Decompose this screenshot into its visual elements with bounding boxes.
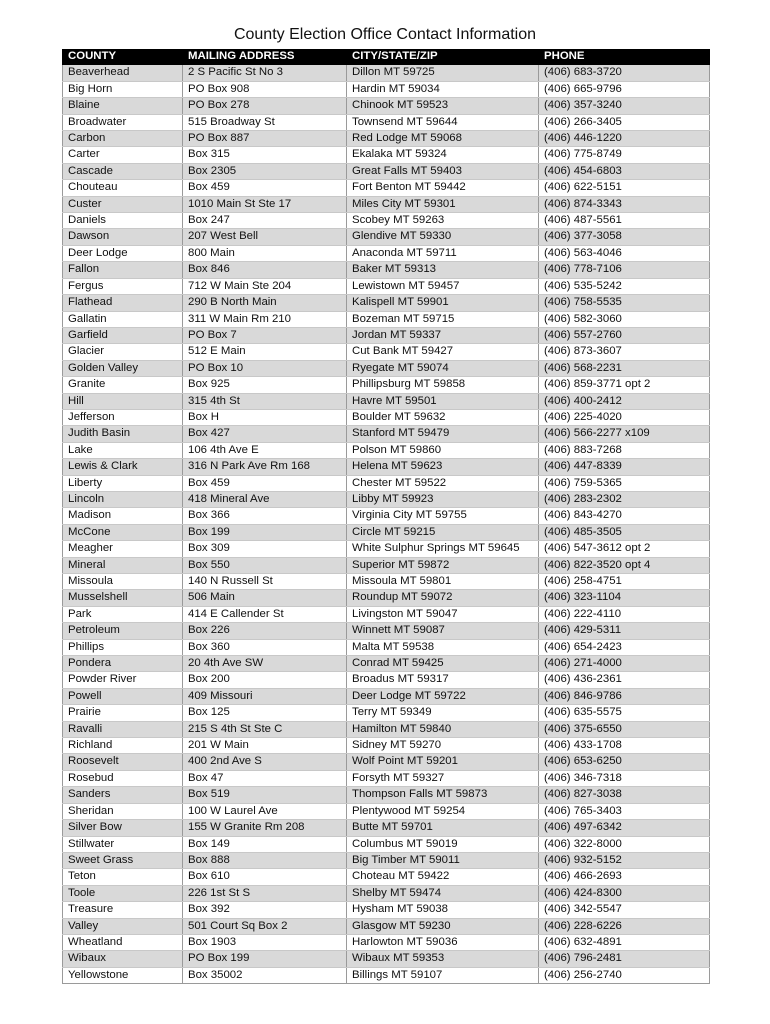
county-cell: Judith Basin [63,426,183,442]
mailing-address-cell: Box 360 [183,639,347,655]
county-cell: Park [63,606,183,622]
mailing-address-cell: Box 427 [183,426,347,442]
city-state-zip-cell: Conrad MT 59425 [347,656,539,672]
mailing-address-cell: Box 610 [183,869,347,885]
phone-cell: (406) 485-3505 [539,524,710,540]
city-state-zip-cell: Bozeman MT 59715 [347,311,539,327]
county-cell: Prairie [63,705,183,721]
table-row [63,557,710,573]
phone-cell: (406) 535-5242 [539,278,710,294]
mailing-address-cell: 800 Main [183,245,347,261]
mailing-address-cell: 2 S Pacific St No 3 [183,65,347,81]
city-state-zip-cell: Sidney MT 59270 [347,738,539,754]
table-row [63,81,710,97]
city-state-zip-cell: Anaconda MT 59711 [347,245,539,261]
table-row [63,787,710,803]
mailing-address-cell: 512 E Main [183,344,347,360]
mailing-address-cell: Box 366 [183,508,347,524]
phone-cell: (406) 822-3520 opt 4 [539,557,710,573]
city-state-zip-cell: Glendive MT 59330 [347,229,539,245]
city-state-zip-cell: Stanford MT 59479 [347,426,539,442]
phone-cell: (406) 424-8300 [539,885,710,901]
county-cell: Pondera [63,656,183,672]
city-state-zip-cell: Glasgow MT 59230 [347,918,539,934]
city-state-zip-cell: Big Timber MT 59011 [347,852,539,868]
city-state-zip-cell: Cut Bank MT 59427 [347,344,539,360]
table-row [63,459,710,475]
county-cell: Jefferson [63,409,183,425]
city-state-zip-cell: Malta MT 59538 [347,639,539,655]
phone-cell: (406) 497-6342 [539,820,710,836]
phone-cell: (406) 225-4020 [539,409,710,425]
mailing-address-cell: 311 W Main Rm 210 [183,311,347,327]
table-row [63,131,710,147]
county-cell: Toole [63,885,183,901]
phone-cell: (406) 775-8749 [539,147,710,163]
phone-cell: (406) 563-4046 [539,245,710,261]
mailing-address-cell: Box 200 [183,672,347,688]
table-row [63,754,710,770]
table-row [63,393,710,409]
county-cell: Sheridan [63,803,183,819]
table-row [63,967,710,983]
table-row [63,344,710,360]
mailing-address-cell: Box 199 [183,524,347,540]
mailing-address-cell: 400 2nd Ave S [183,754,347,770]
city-state-zip-cell: Libby MT 59923 [347,491,539,507]
mailing-address-cell: Box 846 [183,262,347,278]
county-cell: Golden Valley [63,360,183,376]
phone-cell: (406) 759-5365 [539,475,710,491]
city-state-zip-cell: Choteau MT 59422 [347,869,539,885]
city-state-zip-cell: Thompson Falls MT 59873 [347,787,539,803]
county-cell: Blaine [63,98,183,114]
phone-cell: (406) 436-2361 [539,672,710,688]
phone-cell: (406) 859-3771 opt 2 [539,377,710,393]
county-cell: Granite [63,377,183,393]
mailing-address-cell: 20 4th Ave SW [183,656,347,672]
city-state-zip-cell: Ryegate MT 59074 [347,360,539,376]
county-cell: Meagher [63,541,183,557]
phone-cell: (406) 653-6250 [539,754,710,770]
county-cell: Lincoln [63,491,183,507]
city-state-zip-cell: Deer Lodge MT 59722 [347,688,539,704]
mailing-address-cell: 315 4th St [183,393,347,409]
county-cell: Rosebud [63,770,183,786]
city-state-zip-cell: Phillipsburg MT 59858 [347,377,539,393]
table-row [63,213,710,229]
city-state-zip-cell: Billings MT 59107 [347,967,539,983]
table-row [63,491,710,507]
phone-cell: (406) 758-5535 [539,295,710,311]
city-state-zip-cell: Boulder MT 59632 [347,409,539,425]
phone-cell: (406) 582-3060 [539,311,710,327]
city-state-zip-cell: Townsend MT 59644 [347,114,539,130]
page-title: County Election Office Contact Information [233,26,537,43]
mailing-address-cell: 140 N Russell St [183,574,347,590]
city-state-zip-cell: Hardin MT 59034 [347,81,539,97]
column-header-county: COUNTY [63,49,183,65]
city-state-zip-cell: Red Lodge MT 59068 [347,131,539,147]
phone-cell: (406) 375-6550 [539,721,710,737]
table-row [63,409,710,425]
mailing-address-cell: PO Box 908 [183,81,347,97]
county-cell: Big Horn [63,81,183,97]
city-state-zip-cell: Wolf Point MT 59201 [347,754,539,770]
table-row [63,147,710,163]
county-cell: Stillwater [63,836,183,852]
table-row [63,196,710,212]
city-state-zip-cell: Polson MT 59860 [347,442,539,458]
county-cell: Carbon [63,131,183,147]
city-state-zip-cell: Miles City MT 59301 [347,196,539,212]
phone-cell: (406) 487-5561 [539,213,710,229]
table-row [63,377,710,393]
phone-cell: (406) 222-4110 [539,606,710,622]
phone-cell: (406) 796-2481 [539,951,710,967]
phone-cell: (406) 827-3038 [539,787,710,803]
mailing-address-cell: 106 4th Ave E [183,442,347,458]
table-row [63,852,710,868]
city-state-zip-cell: Lewistown MT 59457 [347,278,539,294]
mailing-address-cell: 418 Mineral Ave [183,491,347,507]
county-cell: Powder River [63,672,183,688]
city-state-zip-cell: White Sulphur Springs MT 59645 [347,541,539,557]
mailing-address-cell: 207 West Bell [183,229,347,245]
county-cell: Wibaux [63,951,183,967]
phone-cell: (406) 377-3058 [539,229,710,245]
city-state-zip-cell: Terry MT 59349 [347,705,539,721]
phone-cell: (406) 622-5151 [539,180,710,196]
county-cell: Sanders [63,787,183,803]
city-state-zip-cell: Forsyth MT 59327 [347,770,539,786]
city-state-zip-cell: Winnett MT 59087 [347,623,539,639]
table-row [63,524,710,540]
city-state-zip-cell: Shelby MT 59474 [347,885,539,901]
mailing-address-cell: Box 35002 [183,967,347,983]
city-state-zip-cell: Havre MT 59501 [347,393,539,409]
phone-cell: (406) 446-1220 [539,131,710,147]
phone-cell: (406) 256-2740 [539,967,710,983]
county-cell: Treasure [63,902,183,918]
city-state-zip-cell: Hysham MT 59038 [347,902,539,918]
mailing-address-cell: Box 125 [183,705,347,721]
county-cell: Richland [63,738,183,754]
phone-cell: (406) 266-3405 [539,114,710,130]
mailing-address-cell: 316 N Park Ave Rm 168 [183,459,347,475]
table-row [63,606,710,622]
phone-cell: (406) 654-2423 [539,639,710,655]
column-header-phone: PHONE [539,49,710,65]
table-row [63,180,710,196]
city-state-zip-cell: Broadus MT 59317 [347,672,539,688]
table-row [63,623,710,639]
city-state-zip-cell: Columbus MT 59019 [347,836,539,852]
phone-cell: (406) 846-9786 [539,688,710,704]
phone-cell: (406) 568-2231 [539,360,710,376]
mailing-address-cell: 1010 Main St Ste 17 [183,196,347,212]
mailing-address-cell: Box 1903 [183,934,347,950]
county-cell: Beaverhead [63,65,183,81]
county-cell: McCone [63,524,183,540]
mailing-address-cell: 501 Court Sq Box 2 [183,918,347,934]
mailing-address-cell: Box 315 [183,147,347,163]
table-row [63,639,710,655]
mailing-address-cell: Box 550 [183,557,347,573]
city-state-zip-cell: Livingston MT 59047 [347,606,539,622]
phone-cell: (406) 228-6226 [539,918,710,934]
table-row [63,803,710,819]
county-cell: Chouteau [63,180,183,196]
mailing-address-cell: 712 W Main Ste 204 [183,278,347,294]
county-cell: Dawson [63,229,183,245]
city-state-zip-cell: Scobey MT 59263 [347,213,539,229]
county-cell: Petroleum [63,623,183,639]
phone-cell: (406) 400-2412 [539,393,710,409]
mailing-address-cell: Box 519 [183,787,347,803]
phone-cell: (406) 547-3612 opt 2 [539,541,710,557]
city-state-zip-cell: Ekalaka MT 59324 [347,147,539,163]
mailing-address-cell: PO Box 278 [183,98,347,114]
mailing-address-cell: 226 1st St S [183,885,347,901]
mailing-address-cell: Box 925 [183,377,347,393]
table-row [63,770,710,786]
county-cell: Daniels [63,213,183,229]
county-cell: Custer [63,196,183,212]
phone-cell: (406) 843-4270 [539,508,710,524]
phone-cell: (406) 665-9796 [539,81,710,97]
table-row [63,475,710,491]
phone-cell: (406) 557-2760 [539,327,710,343]
city-state-zip-cell: Kalispell MT 59901 [347,295,539,311]
city-state-zip-cell: Harlowton MT 59036 [347,934,539,950]
city-state-zip-cell: Fort Benton MT 59442 [347,180,539,196]
table-row [63,541,710,557]
city-state-zip-cell: Helena MT 59623 [347,459,539,475]
table-row [63,951,710,967]
table-row [63,574,710,590]
county-cell: Lake [63,442,183,458]
city-state-zip-cell: Butte MT 59701 [347,820,539,836]
table-row [63,820,710,836]
county-cell: Valley [63,918,183,934]
table-row [63,705,710,721]
county-cell: Teton [63,869,183,885]
table-row [63,114,710,130]
city-state-zip-cell: Superior MT 59872 [347,557,539,573]
mailing-address-cell: 215 S 4th St Ste C [183,721,347,737]
mailing-address-cell: 155 W Granite Rm 208 [183,820,347,836]
table-row [63,163,710,179]
county-cell: Roosevelt [63,754,183,770]
table-row [63,656,710,672]
county-cell: Garfield [63,327,183,343]
county-cell: Mineral [63,557,183,573]
county-cell: Musselshell [63,590,183,606]
phone-cell: (406) 765-3403 [539,803,710,819]
mailing-address-cell: Box 459 [183,180,347,196]
mailing-address-cell: 506 Main [183,590,347,606]
phone-cell: (406) 778-7106 [539,262,710,278]
mailing-address-cell: Box 2305 [183,163,347,179]
table-row [63,442,710,458]
city-state-zip-cell: Baker MT 59313 [347,262,539,278]
mailing-address-cell: Box 888 [183,852,347,868]
county-cell: Broadwater [63,114,183,130]
table-row [63,836,710,852]
county-cell: Cascade [63,163,183,179]
table-row [63,688,710,704]
county-cell: Missoula [63,574,183,590]
column-header-city-state-zip: CITY/STATE/ZIP [347,49,539,65]
table-row [63,918,710,934]
phone-cell: (406) 283-2302 [539,491,710,507]
mailing-address-cell: Box 392 [183,902,347,918]
table-row [63,360,710,376]
city-state-zip-cell: Chester MT 59522 [347,475,539,491]
phone-cell: (406) 342-5547 [539,902,710,918]
phone-cell: (406) 258-4751 [539,574,710,590]
city-state-zip-cell: Plentywood MT 59254 [347,803,539,819]
phone-cell: (406) 873-3607 [539,344,710,360]
city-state-zip-cell: Dillon MT 59725 [347,65,539,81]
city-state-zip-cell: Wibaux MT 59353 [347,951,539,967]
mailing-address-cell: Box 247 [183,213,347,229]
table-row [63,590,710,606]
county-cell: Powell [63,688,183,704]
city-state-zip-cell: Virginia City MT 59755 [347,508,539,524]
phone-cell: (406) 632-4891 [539,934,710,950]
county-cell: Liberty [63,475,183,491]
phone-cell: (406) 447-8339 [539,459,710,475]
phone-cell: (406) 323-1104 [539,590,710,606]
mailing-address-cell: Box 226 [183,623,347,639]
county-cell: Silver Bow [63,820,183,836]
phone-cell: (406) 932-5152 [539,852,710,868]
county-cell: Phillips [63,639,183,655]
mailing-address-cell: Box 309 [183,541,347,557]
mailing-address-cell: 414 E Callender St [183,606,347,622]
phone-cell: (406) 454-6803 [539,163,710,179]
phone-cell: (406) 429-5311 [539,623,710,639]
table-row [63,327,710,343]
city-state-zip-cell: Chinook MT 59523 [347,98,539,114]
table-row [63,262,710,278]
mailing-address-cell: Box 459 [183,475,347,491]
phone-cell: (406) 683-3720 [539,65,710,81]
phone-cell: (406) 271-4000 [539,656,710,672]
mailing-address-cell: 409 Missouri [183,688,347,704]
city-state-zip-cell: Missoula MT 59801 [347,574,539,590]
phone-cell: (406) 346-7318 [539,770,710,786]
phone-cell: (406) 466-2693 [539,869,710,885]
county-cell: Lewis & Clark [63,459,183,475]
mailing-address-cell: Box 149 [183,836,347,852]
phone-cell: (406) 566-2277 x109 [539,426,710,442]
table-row [63,295,710,311]
mailing-address-cell: PO Box 887 [183,131,347,147]
table-row [63,902,710,918]
mailing-address-cell: PO Box 7 [183,327,347,343]
county-cell: Fallon [63,262,183,278]
county-cell: Flathead [63,295,183,311]
table-row [63,885,710,901]
county-cell: Ravalli [63,721,183,737]
column-header-mailing-address: MAILING ADDRESS [183,49,347,65]
county-cell: Glacier [63,344,183,360]
table-row [63,278,710,294]
phone-cell: (406) 322-8000 [539,836,710,852]
mailing-address-cell: 515 Broadway St [183,114,347,130]
table-body [63,65,710,984]
county-cell: Sweet Grass [63,852,183,868]
table-row [63,98,710,114]
table-row [63,426,710,442]
table-row [63,65,710,81]
mailing-address-cell: 100 W Laurel Ave [183,803,347,819]
phone-cell: (406) 357-3240 [539,98,710,114]
mailing-address-cell: Box H [183,409,347,425]
city-state-zip-cell: Roundup MT 59072 [347,590,539,606]
county-cell: Gallatin [63,311,183,327]
phone-cell: (406) 874-3343 [539,196,710,212]
county-cell: Madison [63,508,183,524]
mailing-address-cell: Box 47 [183,770,347,786]
city-state-zip-cell: Great Falls MT 59403 [347,163,539,179]
county-cell: Yellowstone [63,967,183,983]
table-row [63,721,710,737]
table-row [63,229,710,245]
city-state-zip-cell: Circle MT 59215 [347,524,539,540]
table-row [63,672,710,688]
phone-cell: (406) 433-1708 [539,738,710,754]
county-cell: Carter [63,147,183,163]
mailing-address-cell: PO Box 10 [183,360,347,376]
contact-table [62,49,710,984]
county-cell: Hill [63,393,183,409]
county-cell: Wheatland [63,934,183,950]
table-row [63,245,710,261]
table-row [63,508,710,524]
mailing-address-cell: PO Box 199 [183,951,347,967]
phone-cell: (406) 635-5575 [539,705,710,721]
county-cell: Fergus [63,278,183,294]
table-row [63,869,710,885]
mailing-address-cell: 290 B North Main [183,295,347,311]
mailing-address-cell: 201 W Main [183,738,347,754]
table-header-row [63,49,710,65]
city-state-zip-cell: Jordan MT 59337 [347,327,539,343]
table-row [63,738,710,754]
county-cell: Deer Lodge [63,245,183,261]
table-row [63,311,710,327]
phone-cell: (406) 883-7268 [539,442,710,458]
city-state-zip-cell: Hamilton MT 59840 [347,721,539,737]
table-row [63,934,710,950]
